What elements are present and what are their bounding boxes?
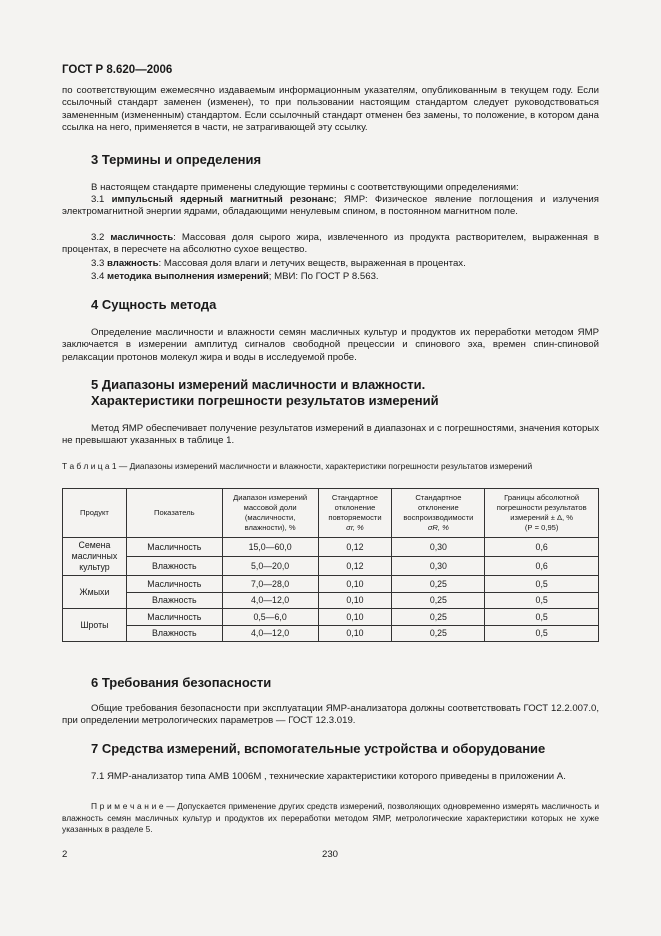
cell: 0,25 xyxy=(392,609,485,626)
cell-product: Семена масличных культур xyxy=(63,538,127,576)
cell: Влажность xyxy=(126,557,222,576)
table-row xyxy=(63,609,599,626)
cell: 5,0—20,0 xyxy=(222,557,318,576)
cell: 0,6 xyxy=(485,538,599,557)
cell: Влажность xyxy=(126,625,222,642)
cell: Масличность xyxy=(126,538,222,557)
cell: 0,25 xyxy=(392,576,485,593)
term-3-4: 3.4 методика выполнения измерений; МВИ: По ГОСТ Р 8.563. xyxy=(91,271,379,282)
section-4-title: 4 Сущность метода xyxy=(91,297,217,312)
section-7-title: 7 Средства измерений, вспомогательные устройства и оборудование xyxy=(91,741,546,756)
s3-lead: В настоящем стандарте применены следующие термины с соответствующими определениями: xyxy=(91,182,519,193)
cell: 0,30 xyxy=(392,538,485,557)
cell: 0,10 xyxy=(318,592,392,609)
cell: Влажность xyxy=(126,592,222,609)
cell: 0,10 xyxy=(318,625,392,642)
col-reprod: Стандартное отклонение воспроизводимости σR, % xyxy=(392,489,485,538)
section-6-title: 6 Требования безопасности xyxy=(91,675,272,690)
cell: 0,25 xyxy=(392,592,485,609)
cell: 0,10 xyxy=(318,609,392,626)
cell: 15,0—60,0 xyxy=(222,538,318,557)
cell: 0,6 xyxy=(485,557,599,576)
cell: 0,12 xyxy=(318,538,392,557)
table-caption: Т а б л и ц а 1 — Диапазоны измерений масличности и влажности, характеристики погрешности результатов измерений xyxy=(62,461,533,471)
document-header: ГОСТ Р 8.620—2006 xyxy=(62,64,173,76)
cell-product: Шроты xyxy=(63,609,127,642)
s4-paragraph: Определение масличности и влажности семян масличных культур и продуктов их переработки методом ЯМР заключается в измерении амплитуд сигналов свободной прецессии и спинового эха, времен спин-спиновой релаксации протонов молекул жира и воды в исследуемой пробе. xyxy=(62,327,599,363)
col-range: Диапазон измерений массовой доли (масличности, влажности), % xyxy=(222,489,318,538)
table-row xyxy=(63,592,599,609)
cell: Масличность xyxy=(126,609,222,626)
section-5-title-line1: 5 Диапазоны измерений масличности и влажности. xyxy=(91,377,426,392)
table-row xyxy=(63,576,599,593)
col-repeat: Стандартное отклонение повторяемости σr, % xyxy=(318,489,392,538)
col-product: Продукт xyxy=(63,489,127,538)
cell: 0,5 xyxy=(485,609,599,626)
cell: 0,25 xyxy=(392,625,485,642)
cell-product: Жмыхи xyxy=(63,576,127,609)
cell: 7,0—28,0 xyxy=(222,576,318,593)
page-number-center: 230 xyxy=(322,849,339,860)
cell: 4,0—12,0 xyxy=(222,592,318,609)
section-5-title-line2: Характеристики погрешности результатов измерений xyxy=(91,393,439,408)
cell: 0,5 xyxy=(485,576,599,593)
page-number-left: 2 xyxy=(62,849,68,860)
table-row xyxy=(63,538,599,557)
cell: 0,5 xyxy=(485,625,599,642)
s7-note: П р и м е ч а н и е — Допускается применение других средств измерений, позволяющих одновременно измерять масличность и влажность семян масличных культур и продуктов их переработки методом ЯМР, метрологические характеристики которых не хуже указанных в разделе 5. xyxy=(62,801,600,835)
cell: Масличность xyxy=(126,576,222,593)
cell: 0,5 xyxy=(485,592,599,609)
cell: 0,30 xyxy=(392,557,485,576)
cell: 0,10 xyxy=(318,576,392,593)
table-row xyxy=(63,557,599,576)
col-bounds: Границы абсолютной погрешности результатов измерений ± Δ, % (Р = 0,95) xyxy=(485,489,599,538)
s6-paragraph: Общие требования безопасности при эксплуатации ЯМР-анализатора должны соответствовать ГОСТ 12.2.007.0, при определении метрологических параметров — ГОСТ 12.3.019. xyxy=(62,703,599,727)
table-header-row xyxy=(63,489,599,538)
table-1 xyxy=(62,488,599,642)
term-3-3: 3.3 влажность: Массовая доля влаги и летучих веществ, выраженная в процентах. xyxy=(91,258,466,269)
table-row xyxy=(63,625,599,642)
cell: 0,12 xyxy=(318,557,392,576)
term-3-2: 3.2 масличность: Массовая доля сырого жира, извлеченного из продукта растворителем, выраженная в процентах, в пересчете на абсолютно сухое вещество. xyxy=(62,232,599,256)
term-3-1: 3.1 импульсный ядерный магнитный резонанс; ЯМР: Физическое явление поглощения и излучения электромагнитной энергии ядрами, обладающими ненулевым спином, в постоянном магнитном поле. xyxy=(62,194,599,218)
col-indicator: Показатель xyxy=(126,489,222,538)
s5-paragraph: Метод ЯМР обеспечивает получение результатов измерений в диапазонах и с погрешностями, значения которых не превышают указанных в таблице 1. xyxy=(62,423,599,447)
section-3-title: 3 Термины и определения xyxy=(91,152,262,167)
cell: 4,0—12,0 xyxy=(222,625,318,642)
intro-paragraph: по соответствующим ежемесячно издаваемым информационным указателям, опубликованным в текущем году. Если ссылочный стандарт заменен (изменен), то при пользовании настоящим стандартом следует руководствоваться замененным (измененным) стандартом. Если ссылочный стандарт отменен без замены, то положение, в котором дана ссылка на него, применяется в части, не затрагивающей эту ссылку. xyxy=(62,85,599,134)
s7-paragraph: 7.1 ЯМР-анализатор типа АМВ 1006М , технические характеристики которого приведены в приложении А. xyxy=(91,771,566,782)
cell: 0,5—6,0 xyxy=(222,609,318,626)
